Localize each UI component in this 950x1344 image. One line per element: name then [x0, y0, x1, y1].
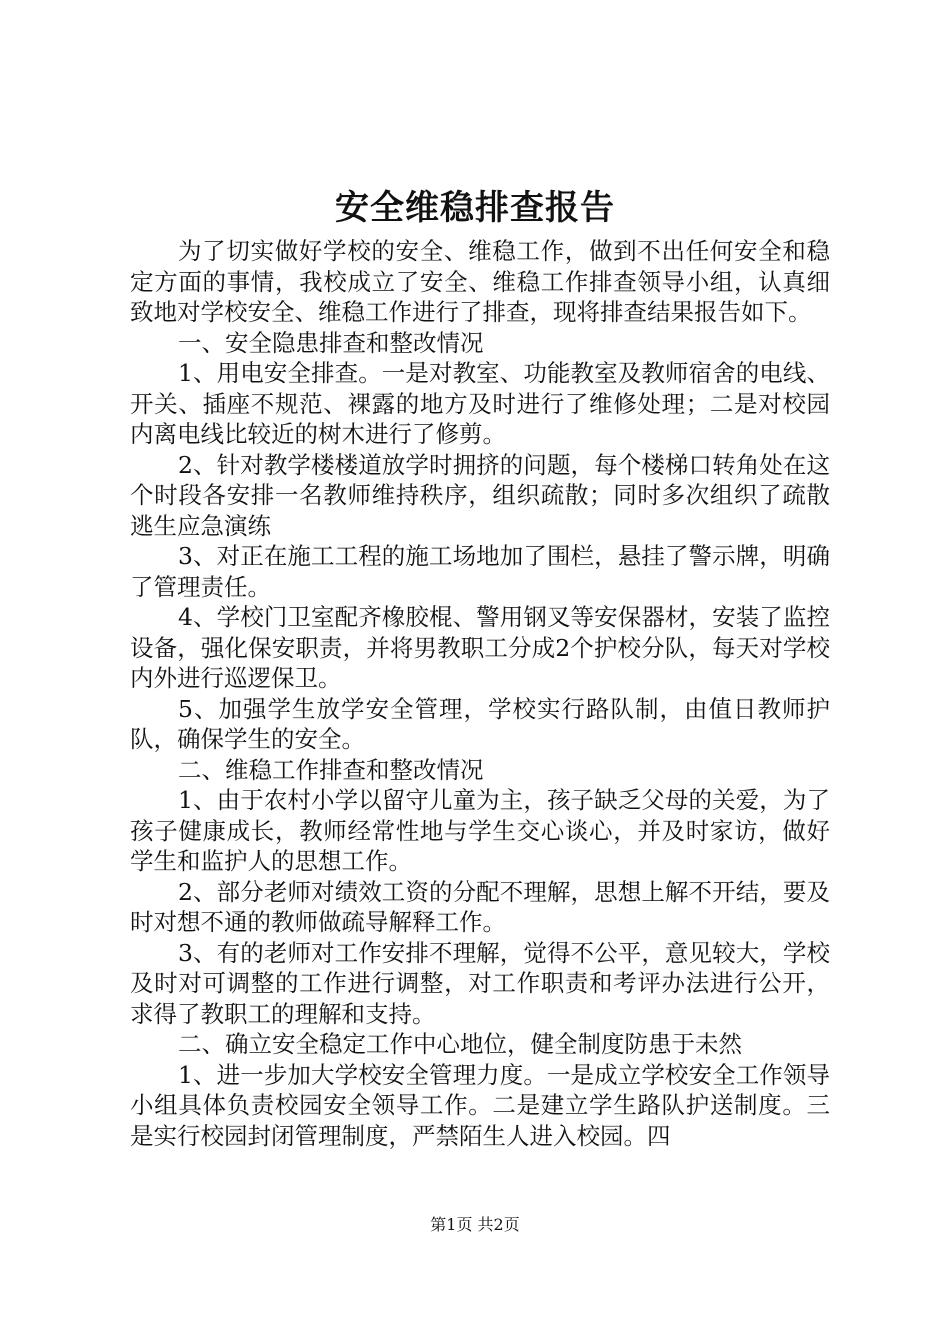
paragraph: 1、由于农村小学以留守儿童为主，孩子缺乏父母的关爱，为了孩子健康成长，教师经常性地与学生交心谈心，并及时家访，做好学生和监护人的思想工作。: [130, 786, 830, 875]
paragraph: 2、针对教学楼楼道放学时拥挤的问题，每个楼梯口转角处在这个时段各安排一名教师维持秩序，组织疏散；同时多次组织了疏散逃生应急演练: [130, 450, 830, 540]
paragraph: 1、进一步加大学校安全管理力度。一是成立学校安全工作领导小组具体负责校园安全领导工作。二是建立学生路队护送制度。三是实行校园封闭管理制度，严禁陌生人进入校园。四: [130, 1060, 830, 1150]
document-title: 安全维稳排查报告: [335, 188, 615, 228]
section-heading: 二、确立安全稳定工作中心地位，健全制度防患于未然: [178, 1030, 742, 1058]
page-footer: 第1页 共2页: [430, 1215, 520, 1234]
section-heading: 二、维稳工作排查和整改情况: [178, 755, 484, 784]
paragraph: 4、学校门卫室配齐橡胶棍、警用钢叉等安保器材，安装了监控设备，强化保安职责，并将男教职工分成2个护校分队，每天对学校内外进行巡逻保卫。: [130, 603, 830, 692]
paragraph: 1、用电安全排查。一是对教室、功能教室及教师宿舍的电线、开关、插座不规范、裸露的地方及时进行了维修处理；二是对校园内离电线比较近的树木进行了修剪。: [130, 359, 830, 448]
paragraph: 5、加强学生放学安全管理，学校实行路队制，由值日教师护队，确保学生的安全。: [130, 694, 830, 753]
paragraph: 3、对正在施工工程的施工场地加了围栏，悬挂了警示牌，明确了管理责任。: [130, 542, 830, 601]
paragraph: 为了切实做好学校的安全、维稳工作，做到不出任何安全和稳定方面的事情，我校成立了安全、维稳工作排查领导小组，认真细致地对学校安全、维稳工作进行了排查，现将排查结果报告如下。: [130, 237, 830, 326]
section-heading: 一、安全隐患排查和整改情况: [178, 328, 484, 357]
paragraph: 3、有的老师对工作安排不理解，觉得不公平，意见较大，学校及时对可调整的工作进行调整，对工作职责和考评办法进行公开，求得了教职工的理解和支持。: [130, 938, 830, 1028]
document-body: [130, 236, 830, 1151]
paragraph: 2、部分老师对绩效工资的分配不理解，思想上解不开结，要及时对想不通的教师做疏导解释工作。: [130, 877, 830, 936]
